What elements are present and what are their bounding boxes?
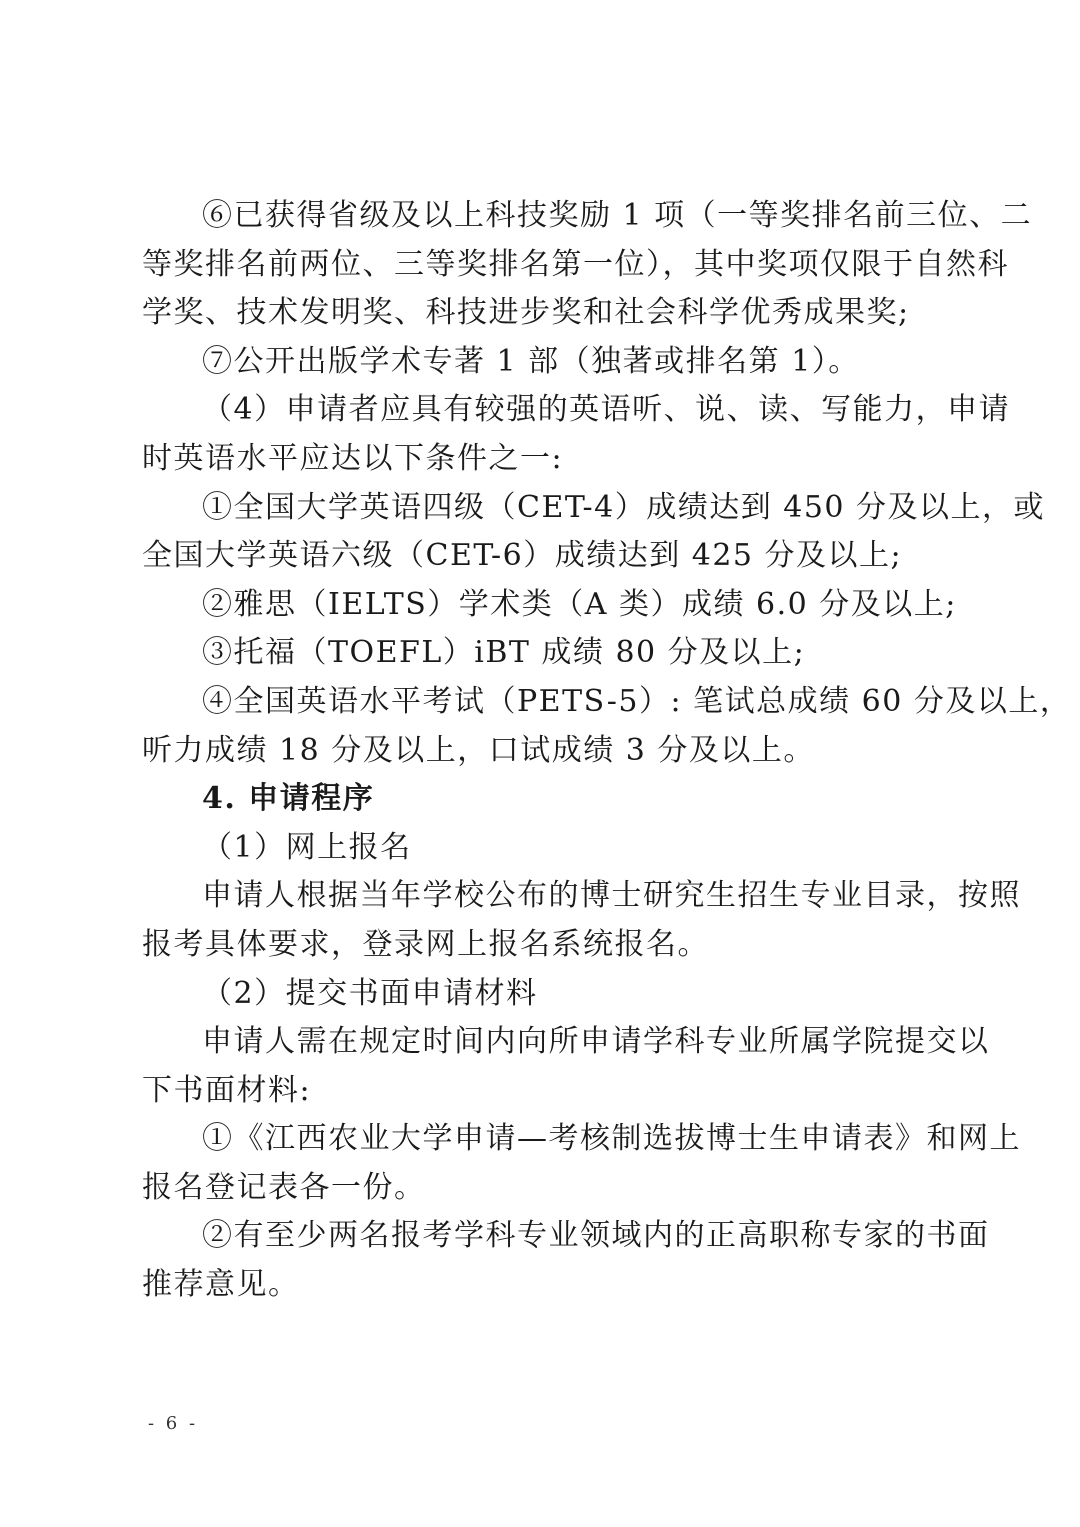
page-number: - 6 - — [148, 1413, 199, 1434]
paragraph-line: 申请人需在规定时间内向所申请学科专业所属学院提交以 — [202, 1024, 990, 1060]
paragraph-line: 学奖、技术发明奖、科技进步奖和社会科学优秀成果奖; — [142, 295, 910, 331]
paragraph-line: ④全国英语水平考试（PETS-5）: 笔试总成绩 60 分及以上， — [202, 683, 1072, 719]
document-body — [142, 192, 1072, 1310]
paragraph-line: ⑦公开出版学术专著 1 部（独著或排名第 1）。 — [202, 343, 860, 379]
paragraph-line: 全国大学英语六级（CET-6）成绩达到 425 分及以上; — [142, 538, 903, 574]
paragraph-line: 报考具体要求，登录网上报名系统报名。 — [142, 926, 709, 962]
paragraph-line: ①《江西农业大学申请—考核制选拔博士生申请表》和网上 — [202, 1121, 1021, 1157]
paragraph-line: 报名登记表各一份。 — [142, 1169, 426, 1205]
paragraph-line: ②有至少两名报考学科专业领域内的正高职称专家的书面 — [202, 1218, 990, 1254]
section-heading: 4. 申请程序 — [202, 781, 375, 817]
paragraph-line: 申请人根据当年学校公布的博士研究生招生专业目录，按照 — [202, 878, 1021, 914]
paragraph-line: ⑥已获得省级及以上科技奖励 1 项（一等奖排名前三位、二 — [202, 198, 1033, 233]
subsection-heading: （1）网上报名 — [202, 829, 412, 865]
paragraph-line: （4）申请者应具有较强的英语听、说、读、写能力，申请 — [202, 392, 1011, 428]
paragraph-line: ②雅思（IELTS）学术类（A 类）成绩 6.0 分及以上; — [202, 586, 957, 622]
paragraph-line: 等奖排名前两位、三等奖排名第一位），其中奖项仅限于自然科 — [142, 246, 1009, 282]
paragraph-line: ①全国大学英语四级（CET-4）成绩达到 450 分及以上，或 — [202, 489, 1046, 525]
paragraph-line: 下书面材料: — [142, 1072, 312, 1108]
paragraph-line: 时英语水平应达以下条件之一: — [142, 440, 564, 476]
paragraph-line: ③托福（TOEFL）iBT 成绩 80 分及以上; — [202, 635, 806, 671]
subsection-heading: （2）提交书面申请材料 — [202, 975, 538, 1011]
paragraph-line: 推荐意见。 — [142, 1267, 300, 1303]
paragraph-line: 听力成绩 18 分及以上，口试成绩 3 分及以上。 — [142, 732, 815, 768]
